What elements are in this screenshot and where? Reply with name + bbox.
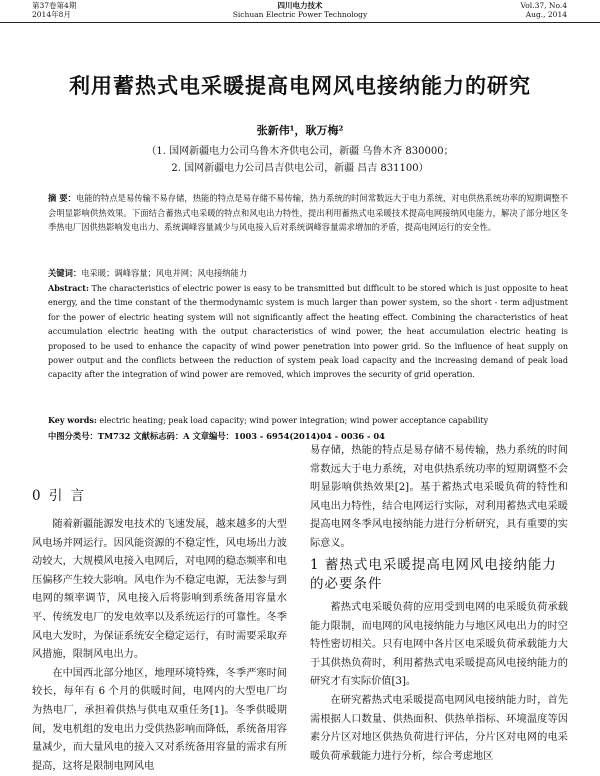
abstract-en [48,281,568,383]
right-column-bottom [310,599,568,766]
section-1-title: 1 蓄热式电采暖提高电网风电接纳能力的必要条件 [310,557,557,592]
volume-cn: 第37卷第4期 [32,1,77,10]
date-en: Aug., 2014 [525,10,567,19]
classification-line: 中图分类号：TM732 文献标志码：A 文章编号：1003 - 6954(2014)04 - 0036 - 04 [48,431,385,441]
abstract-en-text: The characteristics of electric power is easy to be transmitted but difficult to be stored which is just opposite to heat energy, and the time constant of the thermodynamic system is much larger than power system, so the short - term adjustment for the power of electric heating system will not significantly affect the heating effect. Combining the characteristics of heat accumulation electric heating with the output characteristics of wind power, the heat accumulation electric heating is proposed to be used to enhance the capacity of wind power penetration into power grid. So the influence of heat supply on power output and the conflicts between the reduction of system peak load capacity and the increasing demand of peak load capacity after the integration of wind power are removed, which improves the security of grid operation. [48,284,568,380]
keywords-en-text: electric heating; peak load capacity; wind power integration; wind power acceptance capability [99,416,489,425]
abstract-en-label: Abstract: [48,283,89,293]
journal-name-cn: 四川电力技术 [277,1,323,10]
right-paragraph-3: 在研究蓄热式电采暖提高电网风电接纳能力时，首先需根据人口数量、供热面积、供热单指标、环境温度等因素分片区对地区供热负荷进行评估，分片区对电网的电采暖负荷承载能力进行分析，综合考虑地区 [310,694,568,762]
section-0-title: 0 引 言 [32,488,87,504]
right-column-top [310,442,568,554]
affiliation-2: 2. 国网新疆电力公司昌吉供电公司，新疆 昌吉 831100） [171,163,429,174]
right-paragraph-2: 蓄热式电采暖负荷的应用受到电网的电采暖负荷承载能力限制，而电网的风电接纳能力与地区风电出力的时空特性密切相关。只有电网中各片区电采暖负荷承载能力大于其供热负荷时，利用蓄热式电采暖提高风电接纳能力的研究才有实际价值[3]。 [310,602,568,688]
journal-name-en: Sichuan Electric Power Technology [232,10,368,19]
abstract-cn [48,191,568,235]
left-paragraph-2: 在中国西北部分地区，地理环境特殊，冬季严寒时间较长，每年有 6 个月的供暖时间，电网内的大型电厂均为热电厂，承担着供热与供电双重任务[1]。冬季供暖期间，发电机组的发电出力受供热影响而降低，系统备用容量减少，而大量风电的接入又对系统备用容量的需求有所提高，这将是限制电网风电 [32,667,287,772]
abstract-cn-text: 电能的特点是易传输不易存储，热能的特点是易存储不易传输，热力系统的时间常数远大于电力系统，对电供热系统功率的短期调整不会明显影响供热效果。下面结合蓄热式电采暖的特点和风电出力特性，提出利用蓄热式电采暖技术提高电网接纳风电能力，解决了部分地区冬季热电厂因供热影响发电出力、系统调峰容量减少与风电接入后对系统调峰容量需求增加的矛盾，提高电网运行的安全性。 [48,193,568,232]
paper-title: 利用蓄热式电采暖提高电网风电接纳能力的研究 [69,73,531,98]
keywords-en [48,413,568,429]
left-column [32,516,287,776]
date-cn: 2014年8月 [32,10,71,19]
page-header [0,0,600,23]
abstract-cn-label: 摘 要： [48,193,76,203]
authors: 张新伟¹，耿万梅² [256,124,344,137]
keywords-cn [48,266,568,281]
volume-en: Vol.37, No.4 [520,1,567,10]
left-paragraph-1: 随着新疆能源发电技术的飞速发展，越来越多的大型风电场并网运行。因风能资源的不稳定性，风电场出力波动较大，大规模风电接入电网后，对电网的稳态频率和电压偏移产生较大影响。风电作为不稳定电源，无法参与到电网的频率调节，风电接入后将影响到系统备用容量水平、传统发电厂的发电效率以及系统运行的可靠性。冬季风电大发时，为保证系统安全稳定运行，有时需要采取弃风措施，限制风电出力。 [32,519,287,661]
keywords-en-label: Key words: [48,415,97,425]
keywords-cn-label: 关键词： [48,268,82,278]
right-paragraph-1: 易存储，热能的特点是易存储不易传输，热力系统的时间常数远大于电力系统，对电供热系统功率的短期调整不会明显影响供热效果[2]。基于蓄热式电采暖负荷的特性和风电出力特性，结合电网运行实际，对利用蓄热式电采暖提高电网冬季风电接纳能力进行分析研究，具有重要的实际意义。 [310,445,568,549]
affiliation-1: （1. 国网新疆电力公司乌鲁木齐供电公司，新疆 乌鲁木齐 830000； [146,146,454,157]
keywords-cn-text: 电采暖；调峰容量；风电并网；风电接纳能力 [81,268,248,278]
